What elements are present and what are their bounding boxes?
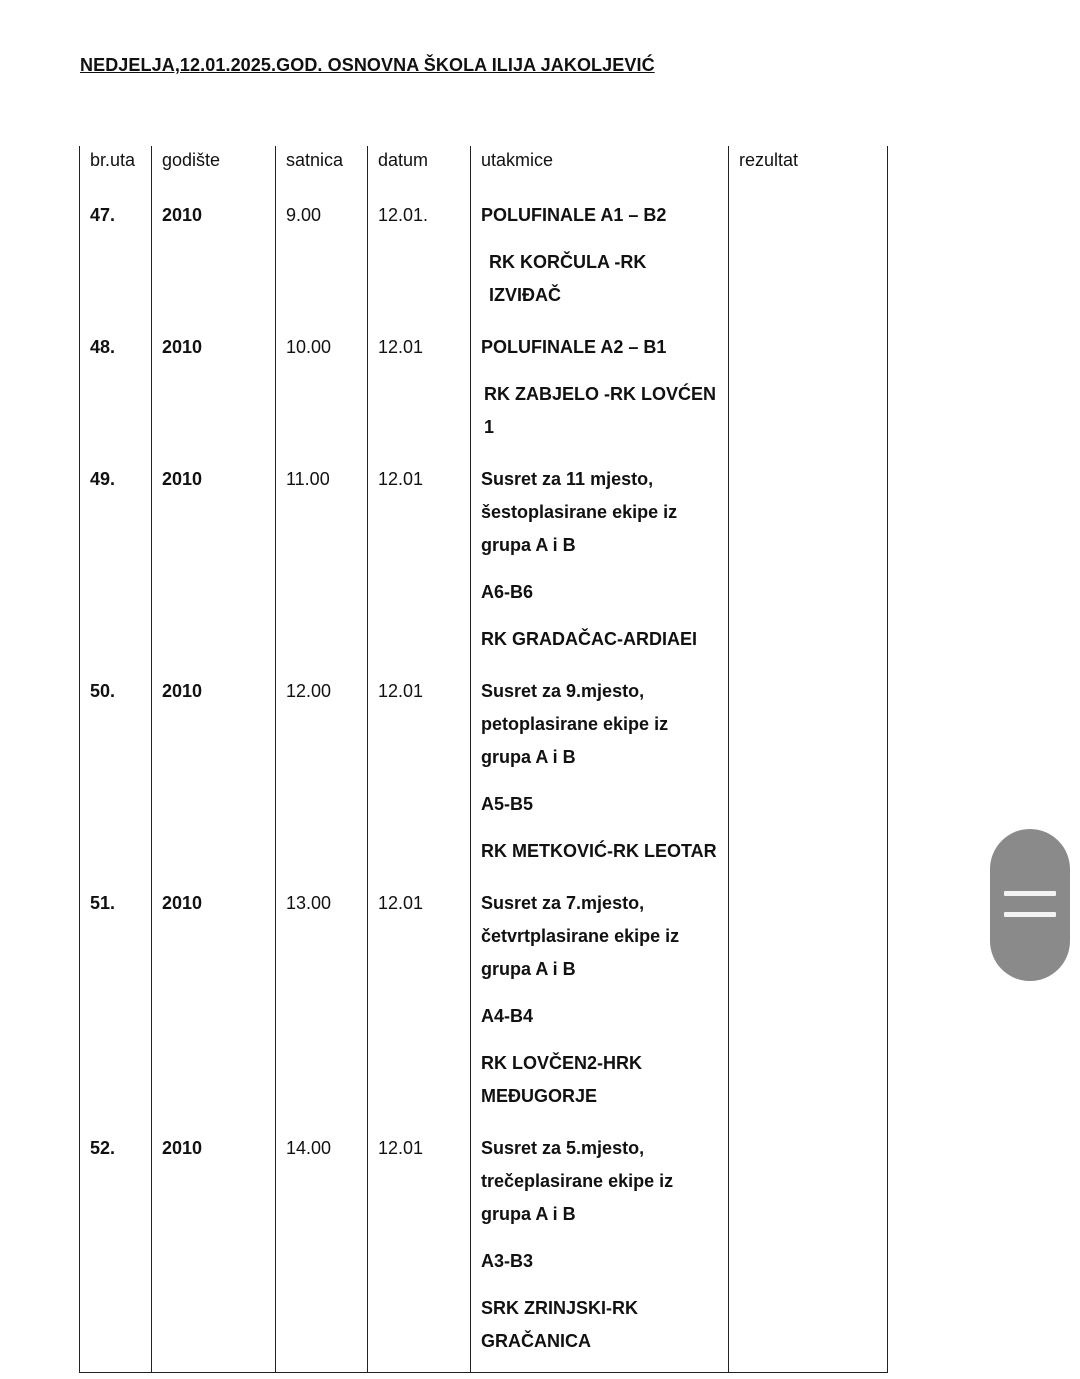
match-line: grupa A i B — [481, 535, 576, 555]
match-line: petoplasirane ekipe iz — [481, 714, 669, 734]
match-result — [729, 670, 888, 882]
match-teams-continued: GRAČANICA — [481, 1331, 591, 1351]
match-teams-continued: MEĐUGORJE — [481, 1086, 598, 1106]
header-year: godište — [152, 146, 276, 194]
match-date: 12.01 — [368, 882, 471, 1127]
match-time: 13.00 — [276, 882, 368, 1127]
match-line: Susret za 9.mjesto, — [481, 681, 645, 701]
birth-year: 2010 — [152, 194, 276, 326]
header-result: rezultat — [729, 146, 888, 194]
match-number: 52. — [80, 1127, 152, 1373]
match-line: POLUFINALE A1 – B2 — [481, 205, 667, 225]
table-header-row — [80, 146, 888, 194]
match-result — [729, 882, 888, 1127]
match-number: 50. — [80, 670, 152, 882]
match-time: 14.00 — [276, 1127, 368, 1373]
match-time: 9.00 — [276, 194, 368, 326]
table-row — [80, 194, 888, 326]
document-title: NEDJELJA,12.01.2025.GOD. OSNOVNA ŠKOLA ILIJA JAKOLJEVIĆ — [80, 55, 655, 75]
match-time: 12.00 — [276, 670, 368, 882]
match-line: Susret za 7.mjesto, — [481, 893, 645, 913]
match-line: grupa A i B — [481, 1204, 576, 1224]
grip-line-icon — [1004, 912, 1056, 917]
match-teams: RK KORČULA -RK IZVIĐAČ — [489, 252, 647, 305]
table-row — [80, 670, 888, 882]
match-result — [729, 1127, 888, 1373]
scroll-handle[interactable] — [990, 829, 1070, 981]
table-row — [80, 882, 888, 1127]
match-result — [729, 458, 888, 670]
match-description — [471, 326, 729, 458]
match-line: grupa A i B — [481, 959, 576, 979]
match-pairing: A3-B3 — [481, 1251, 534, 1271]
match-description — [471, 458, 729, 670]
birth-year: 2010 — [152, 326, 276, 458]
header-matches: utakmice — [471, 146, 729, 194]
match-pairing: A5-B5 — [481, 794, 534, 814]
match-result — [729, 326, 888, 458]
match-line: četvrtplasirane ekipe iz — [481, 926, 680, 946]
match-time: 11.00 — [276, 458, 368, 670]
match-teams: RK GRADAČAC-ARDIAEI — [481, 629, 697, 649]
match-line: POLUFINALE A2 – B1 — [481, 337, 667, 357]
header-date: datum — [368, 146, 471, 194]
match-date: 12.01 — [368, 1127, 471, 1373]
table-row — [80, 326, 888, 458]
birth-year: 2010 — [152, 882, 276, 1127]
table-row — [80, 458, 888, 670]
match-line: Susret za 11 mjesto, — [481, 469, 654, 489]
match-pairing: A4-B4 — [481, 1006, 534, 1026]
birth-year: 2010 — [152, 458, 276, 670]
match-line: Susret za 5.mjesto, — [481, 1138, 645, 1158]
match-description — [471, 670, 729, 882]
match-date: 12.01 — [368, 670, 471, 882]
match-number: 47. — [80, 194, 152, 326]
match-result — [729, 194, 888, 326]
match-time: 10.00 — [276, 326, 368, 458]
header-match-number: br.uta — [80, 146, 152, 194]
match-date: 12.01 — [368, 326, 471, 458]
match-pairing: A6-B6 — [481, 582, 534, 602]
match-date: 12.01 — [368, 458, 471, 670]
match-line: trečeplasirane ekipe iz — [481, 1171, 674, 1191]
match-teams: RK LOVČEN2-HRK — [481, 1053, 643, 1073]
birth-year: 2010 — [152, 1127, 276, 1373]
match-teams: SRK ZRINJSKI-RK — [481, 1298, 639, 1318]
table-row — [80, 1127, 888, 1373]
match-schedule-table — [79, 146, 888, 1373]
grip-line-icon — [1004, 891, 1056, 896]
match-description — [471, 1127, 729, 1373]
match-teams: RK ZABJELO -RK LOVĆEN 1 — [484, 384, 717, 437]
match-description — [471, 194, 729, 326]
match-description — [471, 882, 729, 1127]
match-teams: RK METKOVIĆ-RK LEOTAR — [481, 841, 717, 861]
match-line: grupa A i B — [481, 747, 576, 767]
match-number: 51. — [80, 882, 152, 1127]
birth-year: 2010 — [152, 670, 276, 882]
match-line: šestoplasirane ekipe iz — [481, 502, 678, 522]
match-number: 49. — [80, 458, 152, 670]
match-date: 12.01. — [368, 194, 471, 326]
header-time: satnica — [276, 146, 368, 194]
match-number: 48. — [80, 326, 152, 458]
